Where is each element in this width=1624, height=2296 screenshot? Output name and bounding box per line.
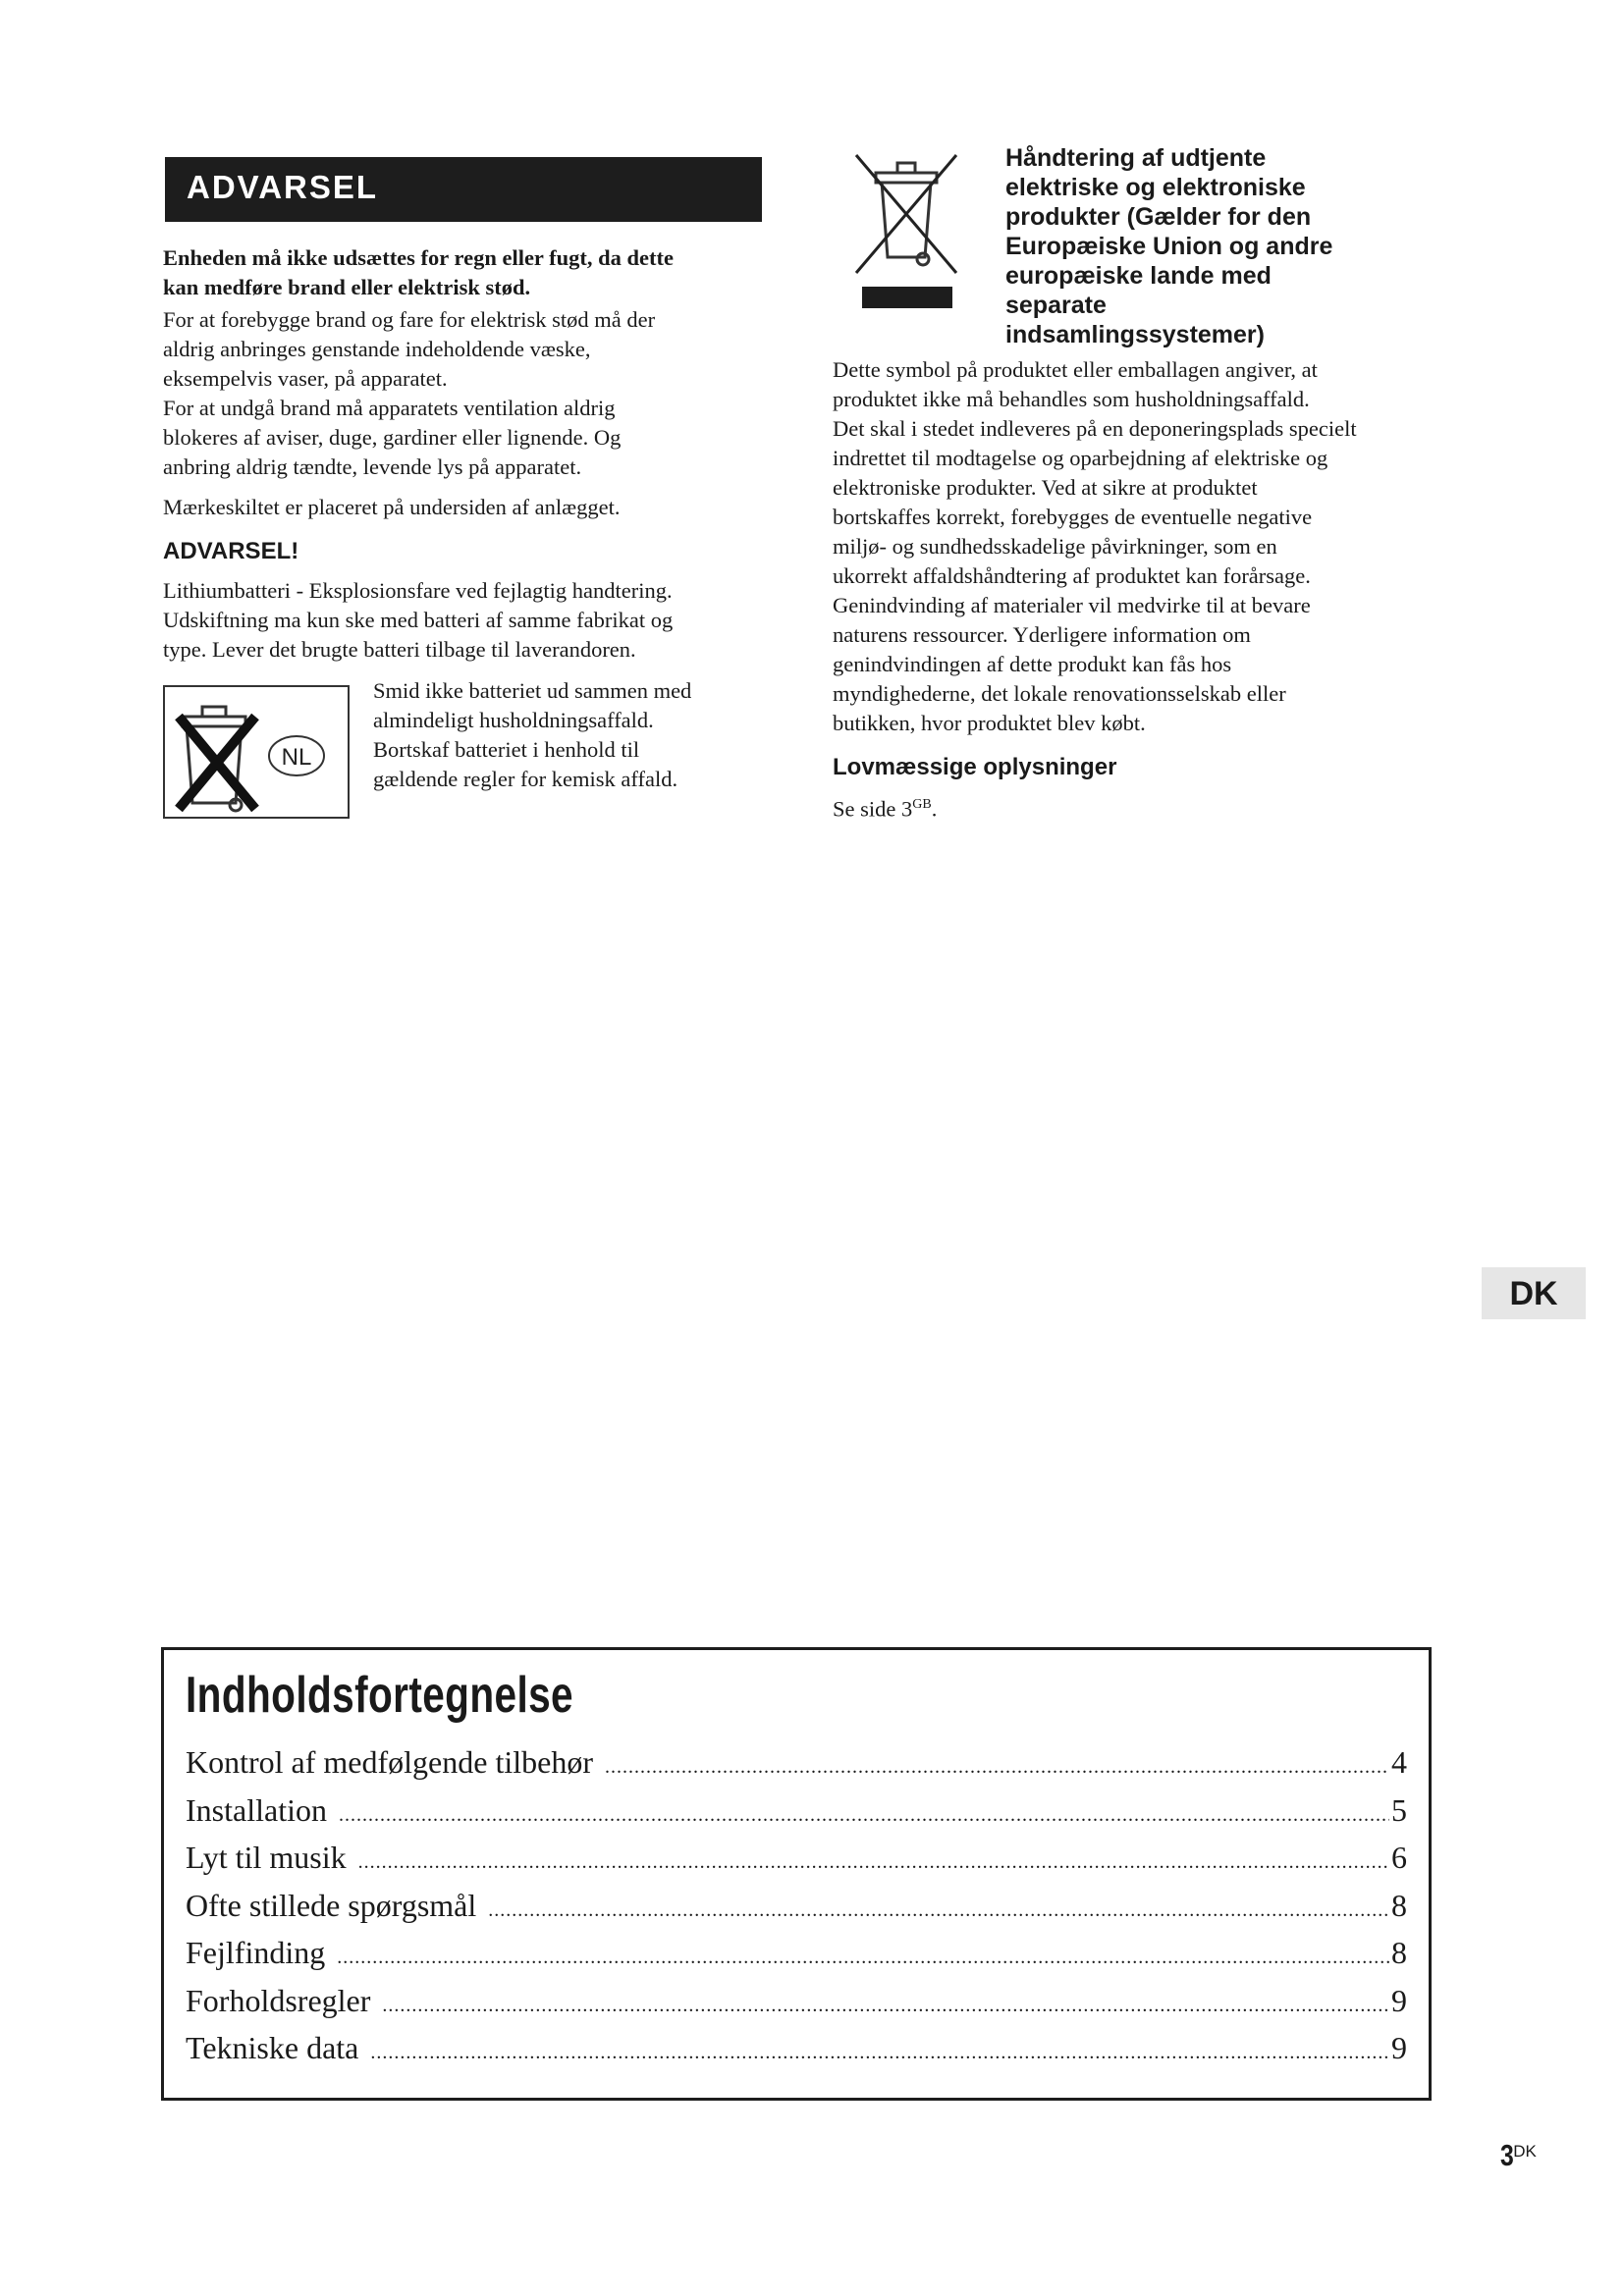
paragraph-line: For at forebygge brand og fare for elektrisk stød må der xyxy=(163,307,656,332)
paragraph-line: elektroniske produkter. Ved at sikre at produktet xyxy=(833,475,1258,500)
toc-entry-page: 8 xyxy=(1391,1935,1407,1970)
weee-title-line: Europæiske Union og andre xyxy=(1005,233,1333,260)
paragraph-line: anbring aldrig tændte, levende lys på apparatet. xyxy=(163,454,582,479)
nl-label: NL xyxy=(281,744,312,771)
page-number xyxy=(1500,2138,1541,2173)
paragraph-line: myndighederne, det lokale renovationsselskab eller xyxy=(833,681,1286,706)
paragraph-line: Dette symbol på produktet eller emballagen angiver, at xyxy=(833,357,1318,382)
see-page-end: . xyxy=(931,796,938,822)
see-page-sup: GB xyxy=(912,797,932,812)
weee-title-line: produkter (Gælder for den xyxy=(1005,203,1312,231)
toc-leader-dots xyxy=(337,1947,1389,1969)
paragraph-line: almindeligt husholdningsaffald. xyxy=(373,708,654,732)
toc-leader-dots xyxy=(370,2042,1389,2064)
battery-disposal-symbol xyxy=(163,685,350,819)
crossed-bin-nl-icon xyxy=(165,687,348,817)
fire-safety-paragraph xyxy=(163,305,767,482)
label-location-paragraph xyxy=(163,493,767,522)
weee-symbol xyxy=(848,147,964,314)
paragraph-line: blokeres af aviser, duge, gardiner eller lignende. Og xyxy=(163,425,622,450)
paragraph-line: naturens ressourcer. Yderligere information om xyxy=(833,622,1251,647)
paragraph-line: ukorrekt affaldshåndtering af produktet kan forårsage. xyxy=(833,563,1311,588)
toc-entry-label: Tekniske data xyxy=(186,2030,359,2065)
toc-entry-page: 8 xyxy=(1391,1887,1407,1923)
toc-entry[interactable] xyxy=(186,1888,1407,1936)
paragraph-line: butikken, hvor produktet blev købt. xyxy=(833,711,1146,735)
paragraph-line: Smid ikke batteriet ud sammen med xyxy=(373,678,692,703)
paragraph-line: bortskaffes korrekt, forebygges de eventuelle negative xyxy=(833,505,1313,529)
battery-disposal-text xyxy=(373,676,766,794)
warning-lead-line: kan medføre brand eller elektrisk stød. xyxy=(163,275,531,299)
toc-leader-dots xyxy=(382,1995,1389,2017)
paragraph-line: genindvindingen af dette produkt kan fås hos xyxy=(833,652,1232,676)
paragraph-line: Bortskaf batteriet i henhold til xyxy=(373,737,640,762)
lithium-battery-paragraph xyxy=(163,576,767,665)
warning-banner-title: ADVARSEL xyxy=(187,169,379,205)
paragraph-line: eksempelvis vaser, på apparatet. xyxy=(163,366,448,391)
page-number-value: 3 xyxy=(1500,2138,1514,2172)
paragraph-line: produktet ikke må behandles som husholdningsaffald. xyxy=(833,387,1310,411)
toc-entry-page: 4 xyxy=(1391,1744,1407,1780)
weee-title-line: separate xyxy=(1005,292,1107,319)
paragraph-line: Genindvinding af materialer vil medvirke til at bevare xyxy=(833,593,1311,617)
paragraph-line: Det skal i stedet indleveres på en deponeringsplads specielt xyxy=(833,416,1357,441)
toc-entry[interactable] xyxy=(186,1935,1407,1983)
see-page-text: Se side 3 xyxy=(833,796,913,822)
toc-leader-dots xyxy=(339,1804,1389,1827)
paragraph-line: type. Lever det brugte batteri tilbage til laverandoren. xyxy=(163,637,636,662)
weee-body xyxy=(833,355,1357,738)
toc-entry[interactable] xyxy=(186,1792,1407,1841)
toc-entry[interactable] xyxy=(186,1744,1407,1792)
toc-entry[interactable] xyxy=(186,2030,1407,2078)
page-number-suffix: DK xyxy=(1513,2142,1537,2161)
paragraph-line: indrettet til modtagelse og oparbejdning af elektriske og xyxy=(833,446,1328,470)
paragraph-line: Udskiftning ma kun ske med batteri af samme fabrikat og xyxy=(163,608,674,632)
paragraph-line: aldrig anbringes genstande indeholdende væske, xyxy=(163,337,591,361)
see-page-reference xyxy=(833,790,1225,825)
language-tab-label: DK xyxy=(1509,1275,1558,1312)
warning-lead xyxy=(163,243,767,302)
toc-leader-dots xyxy=(358,1851,1389,1874)
toc-entry-label: Fejlfinding xyxy=(186,1935,326,1970)
weee-title-line: elektriske og elektroniske xyxy=(1005,174,1306,201)
paragraph-line: Mærkeskiltet er placeret på undersiden af anlægget. xyxy=(163,495,621,519)
legal-info-heading: Lovmæssige oplysninger xyxy=(833,754,1117,780)
toc-leader-dots xyxy=(488,1899,1389,1922)
toc-entry-label: Lyt til musik xyxy=(186,1840,347,1875)
warning-banner xyxy=(165,157,762,222)
toc-entry-label: Ofte stillede spørgsmål xyxy=(186,1887,477,1923)
paragraph-line: miljø- og sundhedsskadelige påvirkninger, som en xyxy=(833,534,1277,559)
paragraph-line: For at undgå brand må apparatets ventilation aldrig xyxy=(163,396,616,420)
weee-title-line: Håndtering af udtjente xyxy=(1005,144,1267,172)
toc-entry-page: 9 xyxy=(1391,2030,1407,2065)
toc-entry-page: 9 xyxy=(1391,1982,1407,2018)
paragraph-line: gældende regler for kemisk affald. xyxy=(373,767,678,791)
weee-title xyxy=(1005,143,1332,349)
battery-warning-heading: ADVARSEL! xyxy=(163,538,299,564)
toc-entry[interactable] xyxy=(186,1983,1407,2031)
warning-lead-line: Enheden må ikke udsættes for regn eller fugt, da dette xyxy=(163,245,674,270)
toc-entry-label: Forholdsregler xyxy=(186,1982,371,2018)
language-tab xyxy=(1482,1267,1586,1319)
toc-list xyxy=(186,1744,1407,2078)
toc-entry-label: Kontrol af medfølgende tilbehør xyxy=(186,1744,593,1780)
toc-title: Indholdsfortegnelse xyxy=(186,1667,574,1724)
weee-title-line: indsamlingssystemer) xyxy=(1005,321,1265,348)
toc-entry-page: 5 xyxy=(1391,1791,1407,1828)
weee-title-line: europæiske lande med xyxy=(1005,262,1272,290)
table-of-contents xyxy=(161,1647,1432,2101)
toc-entry-page: 6 xyxy=(1391,1840,1407,1875)
toc-entry[interactable] xyxy=(186,1840,1407,1888)
crossed-wheelie-bin-icon xyxy=(848,147,964,314)
toc-entry-label: Installation xyxy=(186,1791,327,1828)
paragraph-line: Lithiumbatteri - Eksplosionsfare ved fejlagtig handtering. xyxy=(163,578,673,603)
toc-leader-dots xyxy=(605,1756,1389,1779)
